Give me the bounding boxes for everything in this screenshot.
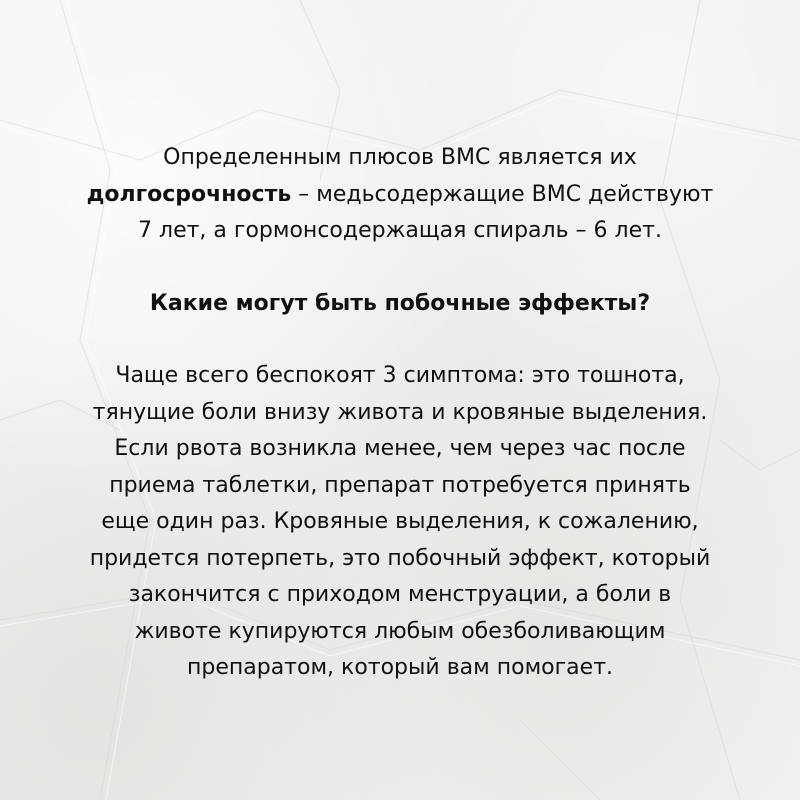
section-heading: Какие могут быть побочные эффекты? (149, 290, 651, 316)
body-line: животе купируются любым обезболивающим (134, 618, 666, 644)
body-line: Если рвота возникла менее, чем через час после (114, 436, 686, 461)
body-line: еще один раз. Кровяные выделения, к сожалению, (101, 509, 699, 534)
text-block (30, 140, 770, 687)
body-line: препаратом, который вам помогает. (186, 655, 614, 680)
body-paragraph (30, 358, 770, 687)
body-line: приема таблетки, препарат потребуется принять (109, 472, 691, 498)
body-line: придется потерпеть, это побочный эффект, который (89, 545, 711, 571)
intro-paragraph (30, 140, 770, 250)
intro-line-2-rest: – медьсодержащие ВМС действуют (291, 181, 714, 207)
intro-line-3: 7 лет, а гормонсодержащая спираль – 6 лет. (138, 218, 662, 243)
intro-emphasis: долгосрочность (86, 181, 292, 207)
intro-line-1: Определенным плюсов ВМС является их (163, 145, 637, 170)
body-line: закончится с приходом менструации, а боли в (128, 582, 672, 607)
body-line: Чаще всего беспокоят 3 симптома: это тошнота, (115, 363, 685, 388)
body-line: тянущие боли внизу живота и кровяные выделения. (92, 399, 708, 425)
